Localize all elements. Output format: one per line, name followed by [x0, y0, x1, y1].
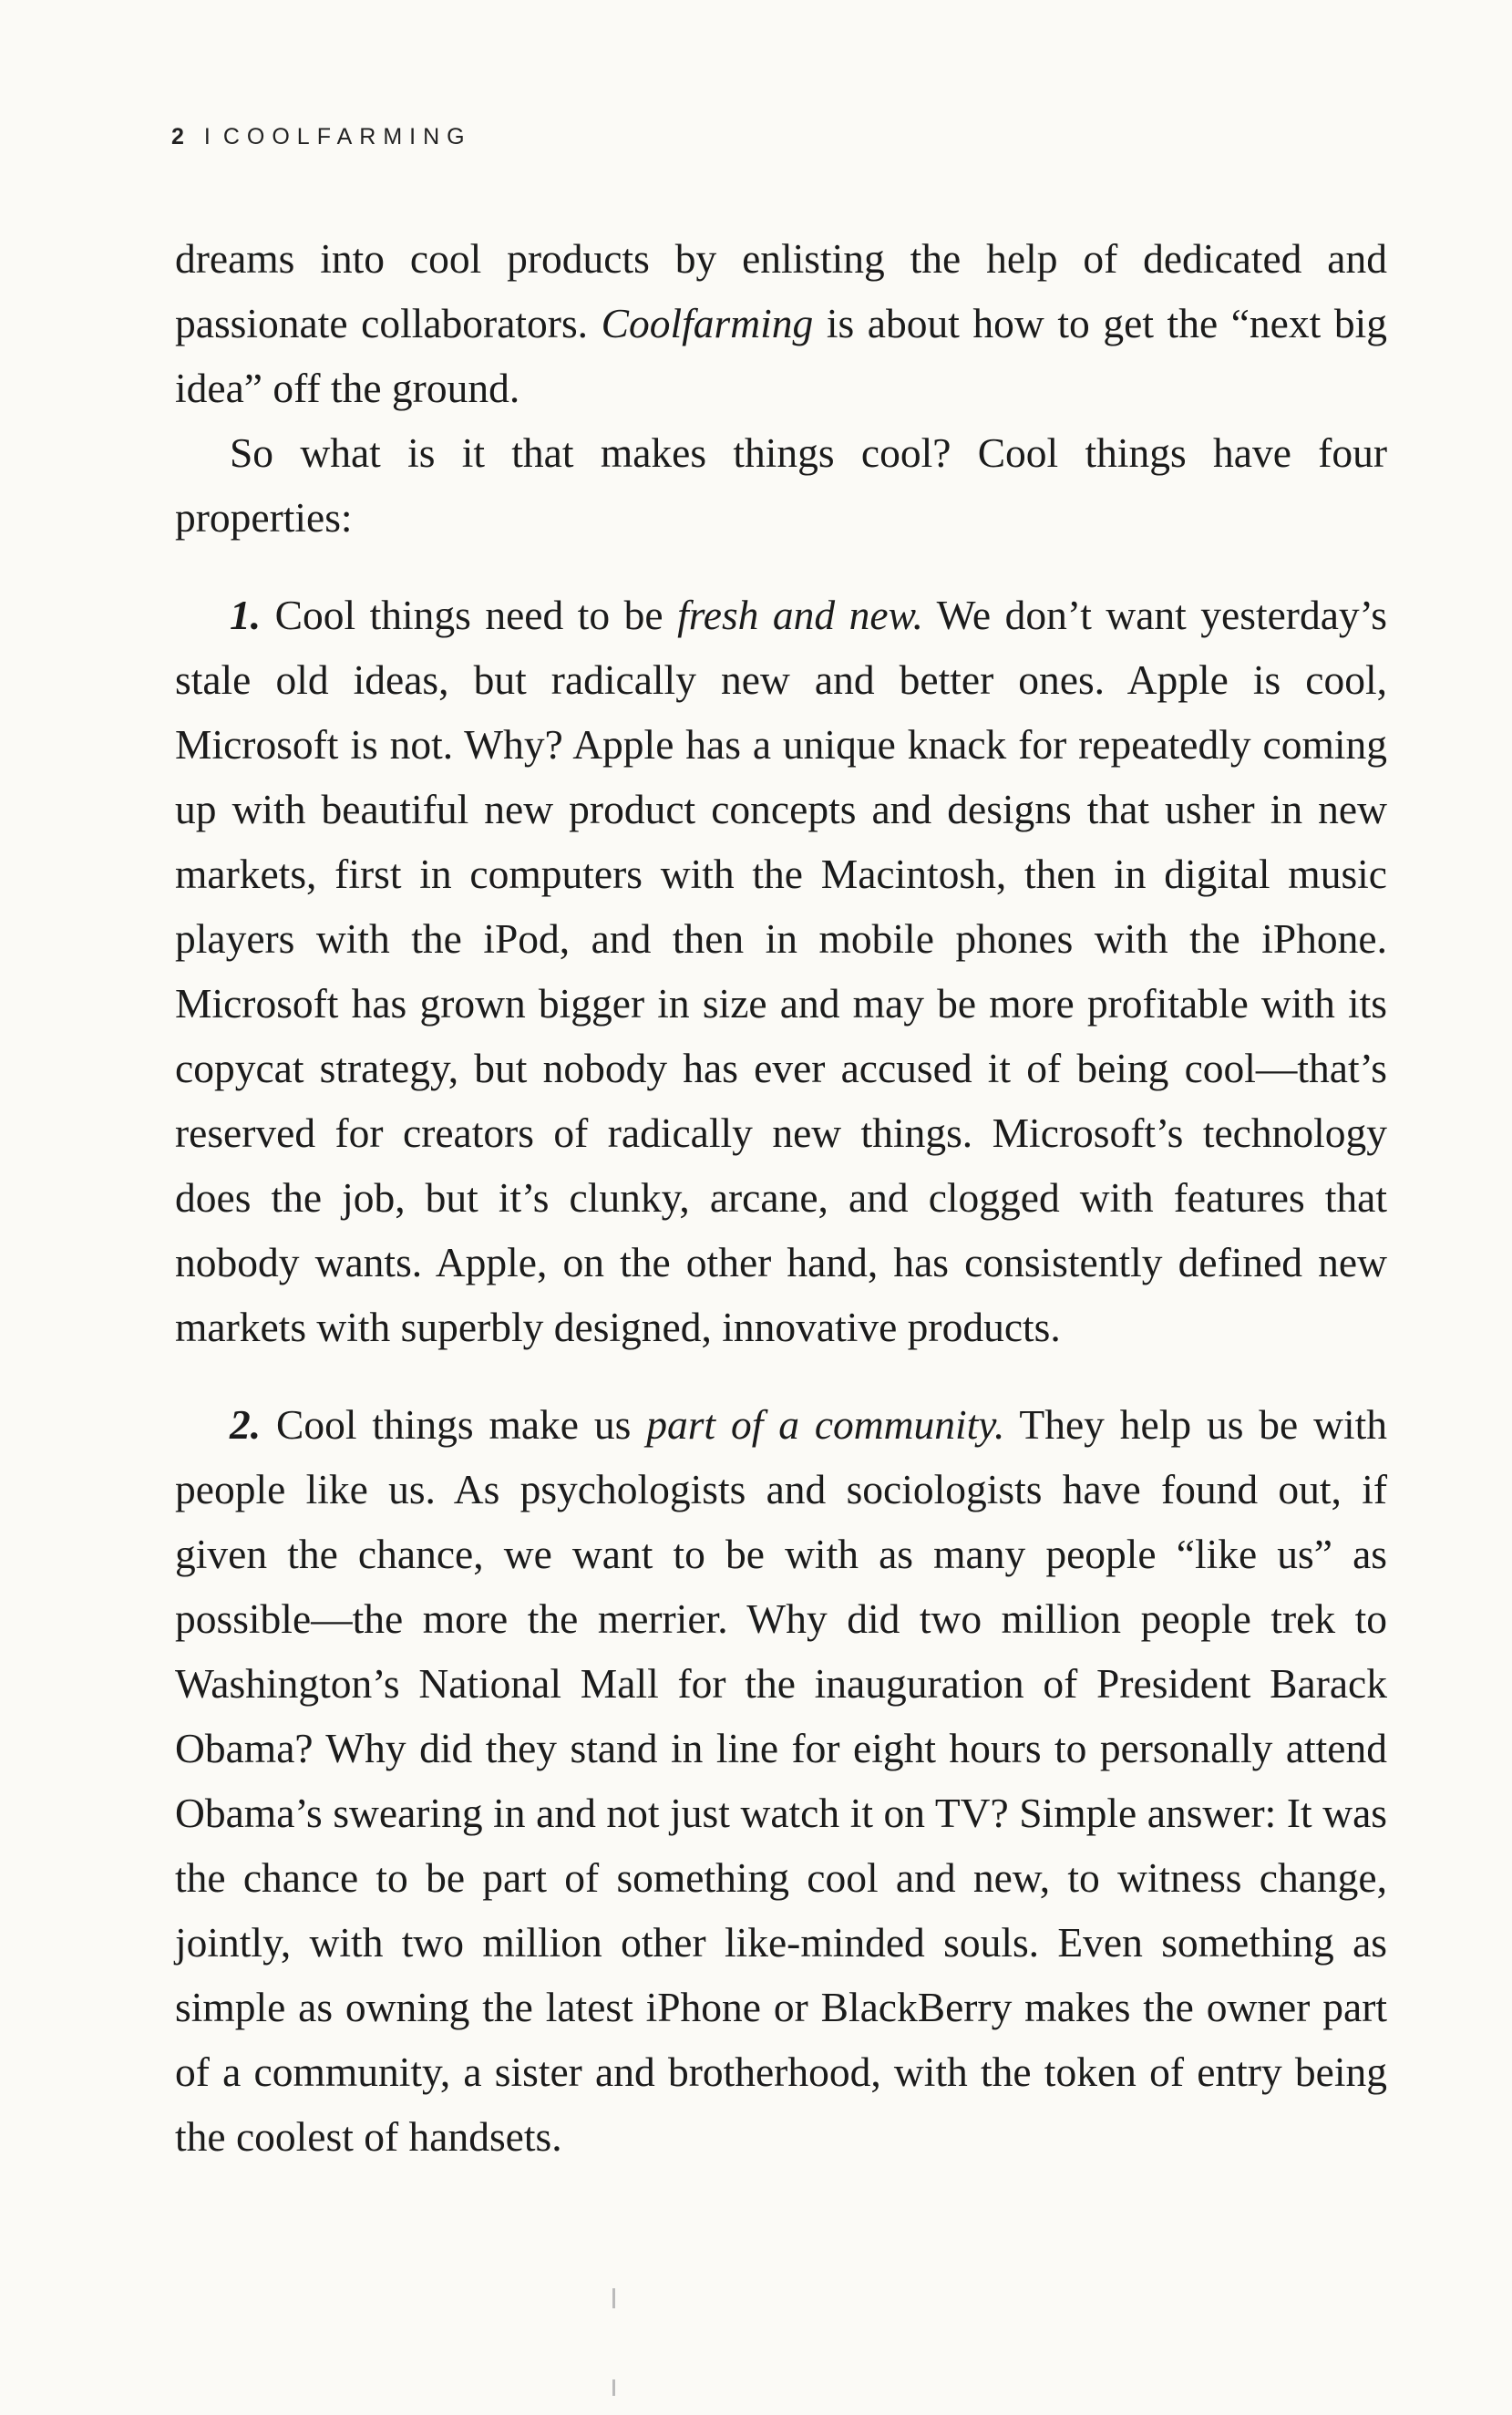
book-title: COOLFARMING	[222, 124, 472, 150]
scan-artifact	[612, 2288, 615, 2308]
paragraph-text: They help us be with people like us. As psychologists and sociologists have found out, if given the chance, we want to be with as many people “like us” as possible—the more the merrier. Why did two million people trek to Washington’s National Mall for the inauguration of President Barack Obama? Why did they stand in line for eight hours to personally attend Obama’s swearing in and not just watch it on TV? Simple answer: It was the chance to be part of something cool and new, to witness change, jointly, with two million other like-minded souls. Even something as simple as owning the latest iPhone or BlackBerry makes the owner part of a community, a sister and brotherhood, with the token of entry being the coolest of handsets.	[175, 1401, 1388, 2160]
running-head	[171, 124, 472, 150]
italic-term: part of a community.	[646, 1401, 1005, 1448]
property-2-paragraph	[175, 1392, 1387, 2169]
paragraph-text: Cool things need to be	[261, 592, 678, 638]
scan-artifact	[612, 2379, 615, 2396]
paragraph-text: We don’t want yesterday’s stale old ideas, but radically new and better ones. Apple is cool, Microsoft is not. Why? Apple has a unique knack for repeatedly coming up with beautiful new product concepts and designs that usher in new markets, first in computers with the Macintosh, then in digital music players with the iPod, and then in mobile phones with the iPhone. Microsoft has grown bigger in size and may be more profitable with its copycat strategy, but nobody has ever accused it of being cool—that’s reserved for creators of radically new things. Microsoft’s technology does the job, but it’s clunky, arcane, and clogged with features that nobody wants. Apple, on the other hand, has consistently defined new markets with superbly designed, innovative products.	[175, 592, 1387, 1350]
italic-term: Coolfarming	[601, 300, 814, 346]
list-number: 2.	[230, 1401, 262, 1448]
header-separator: I	[203, 124, 211, 150]
italic-term: fresh and new.	[677, 592, 923, 638]
paragraph-text: Cool things make us	[261, 1401, 647, 1448]
paragraph-continuation	[175, 226, 1387, 420]
paragraph-intro: So what is it that makes things cool? Cool things have four properties:	[175, 429, 1387, 541]
paragraph-text: dreams into cool products by enlisting the help of dedicated and passionate collaborators.	[175, 235, 1387, 346]
property-1-paragraph	[175, 583, 1387, 1359]
page-number: 2	[171, 124, 184, 150]
paragraph-text: is about how to get the “next big idea” off the ground.	[175, 300, 1387, 411]
body-text	[175, 226, 1387, 2169]
list-number: 1.	[230, 592, 262, 638]
